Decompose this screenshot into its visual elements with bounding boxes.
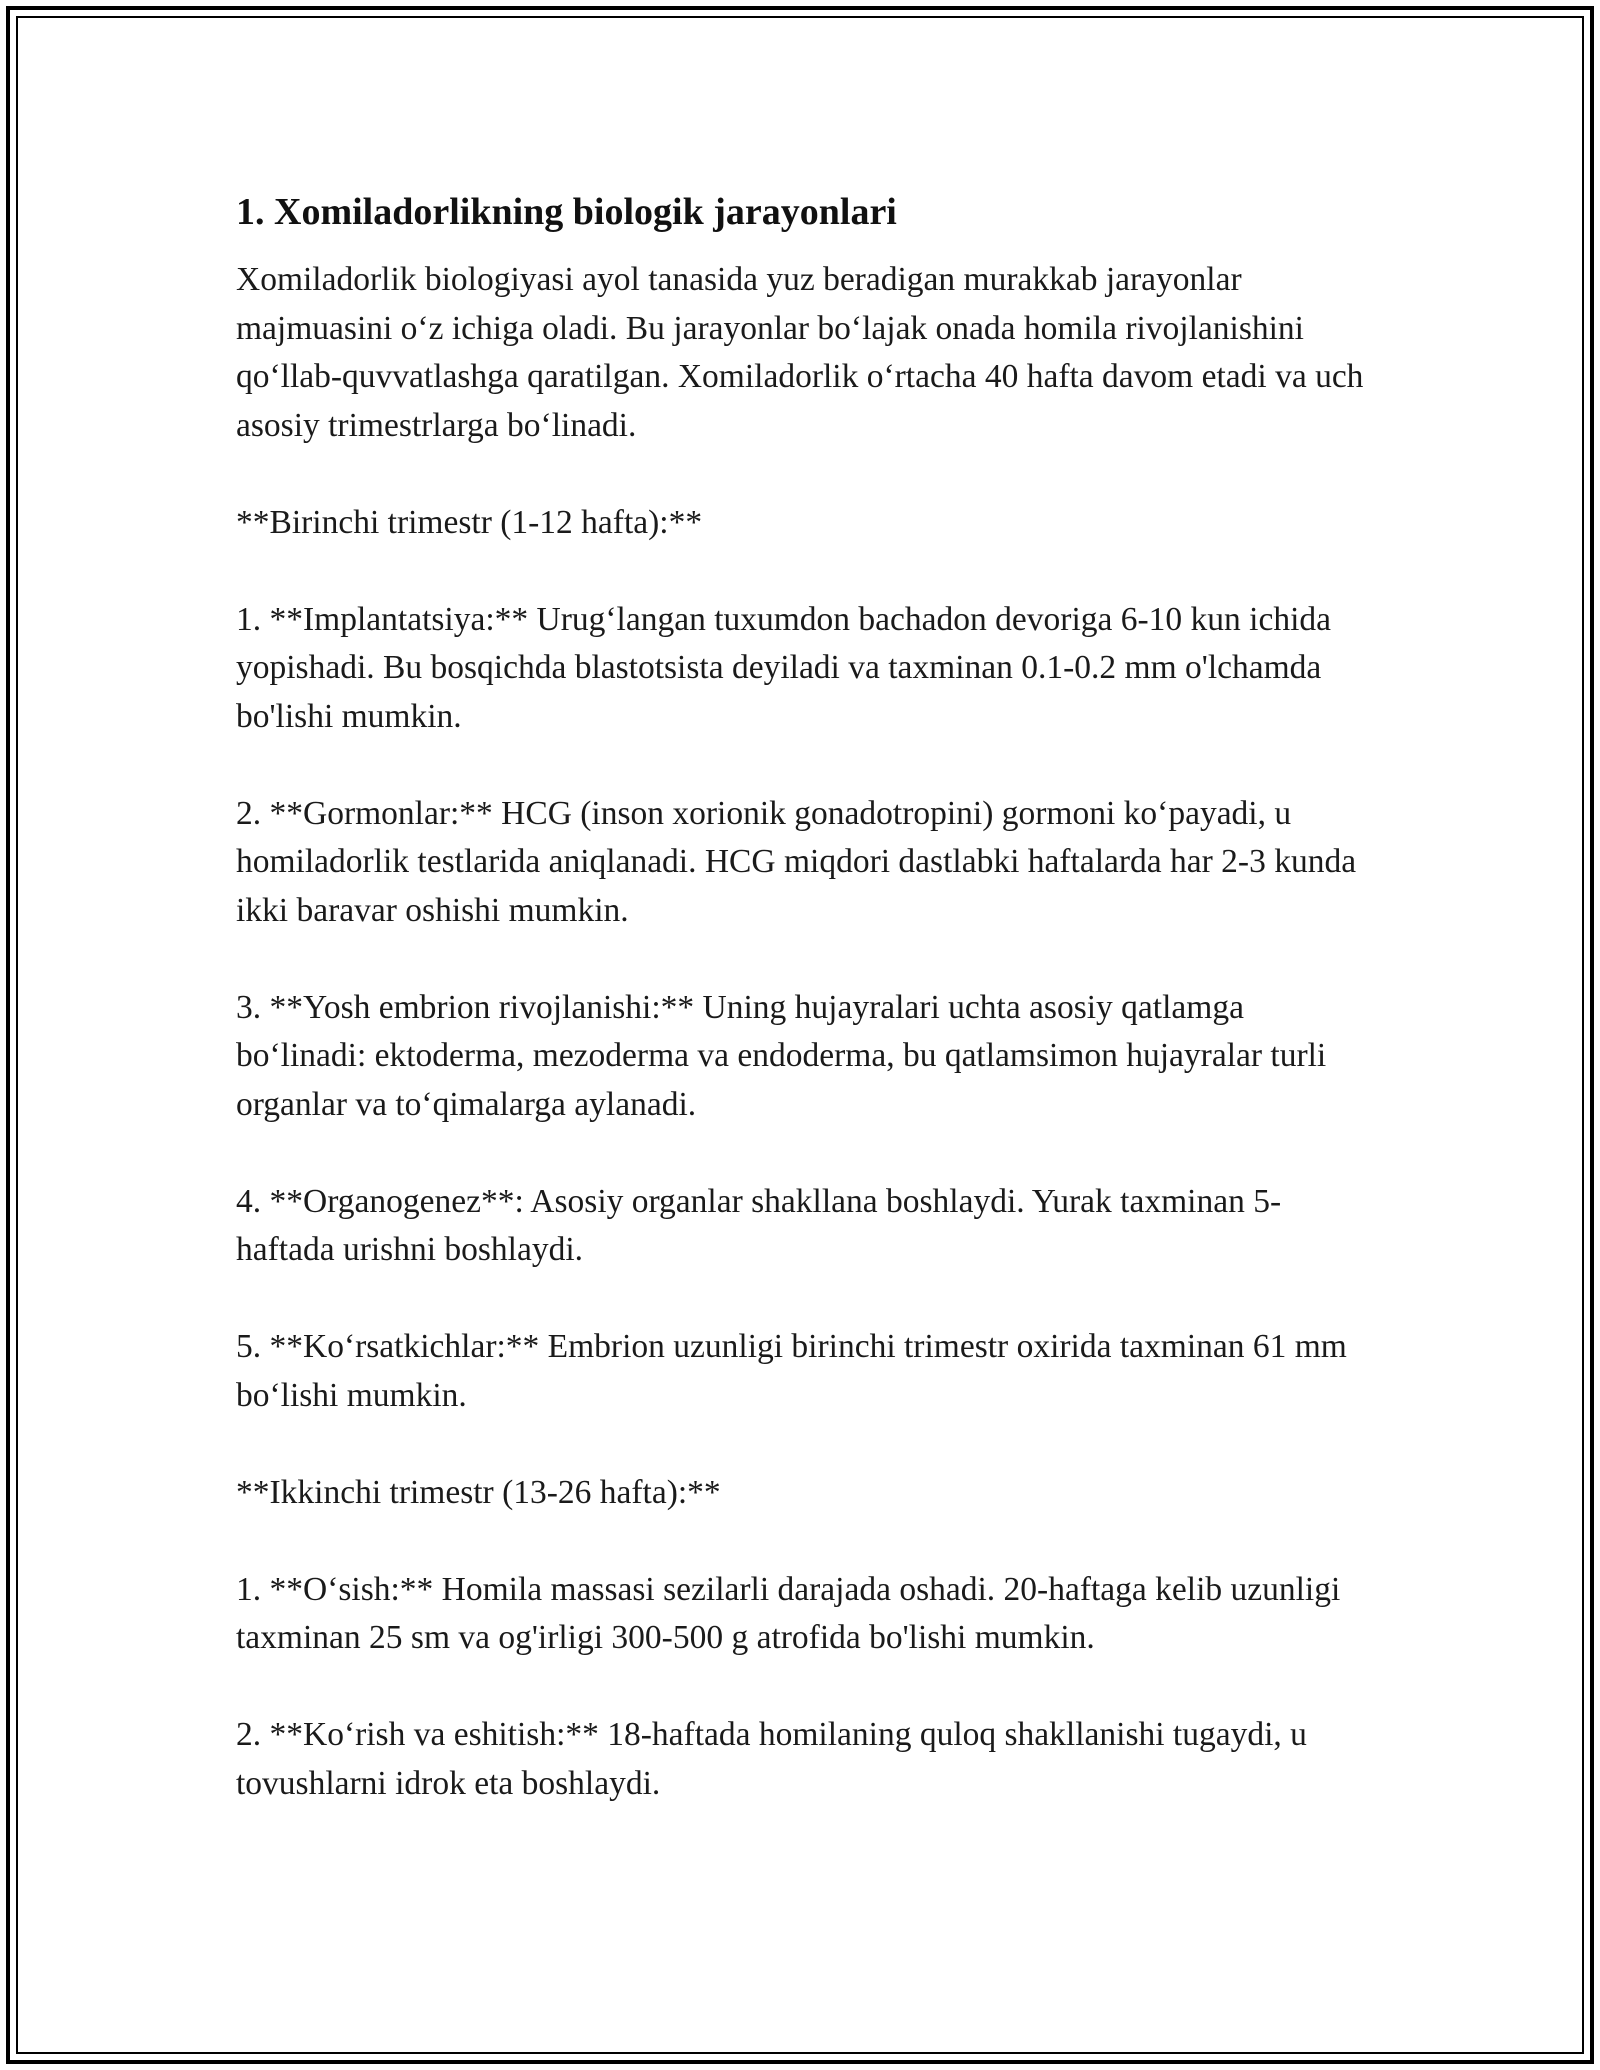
list-item-growth: 1. **O‘sish:** Homila massasi sezilarli darajada oshadi. 20-haftaga kelib uzunligi taxminan 25 sm va og'irligi 300-500 g atrofida bo'lishi mumkin.	[236, 1570, 1341, 1656]
document-title: 1. Xomiladorlikning biologik jarayonlari	[236, 191, 897, 233]
list-item-embryo-development: 3. **Yosh embrion rivojlanishi:** Uning hujayralari uchta asosiy qatlamga bo‘linadi: ektoderma, mezoderma va endoderma, bu qatlamsimon hujayralar turli organlar va to‘qimalarga aylanadi.	[236, 988, 1327, 1123]
list-item-organogenesis: 4. **Organogenez**: Asosiy organlar shakllana boshlaydi. Yurak taxminan 5-haftada urishni boshlaydi.	[236, 1182, 1282, 1268]
section-heading-second-trimester: **Ikkinchi trimestr (13-26 hafta):**	[236, 1473, 721, 1511]
list-item-implantation: 1. **Implantatsiya:** Urug‘langan tuxumdon bachadon devoriga 6-10 kun ichida yopishadi. Bu bosqichda blastotsista deyiladi va taxminan 0.1-0.2 mm o'lchamda bo'lishi mumkin.	[236, 600, 1331, 735]
list-item-hormones: 2. **Gormonlar:** HCG (inson xorionik gonadotropini) gormoni ko‘payadi, u homiladorlik testlarida aniqlanadi. HCG miqdori dastlabki haftalarda har 2-3 kunda ikki baravar oshishi mumkin.	[236, 794, 1357, 929]
list-item-vision-hearing: 2. **Ko‘rish va eshitish:** 18-haftada homilaning quloq shakllanishi tugaydi, u tovushlarni idrok eta boshlaydi.	[236, 1716, 1307, 1802]
list-item-indicators: 5. **Ko‘rsatkichlar:** Embrion uzunligi birinchi trimestr oxirida taxminan 61 mm bo‘lishi mumkin.	[236, 1328, 1347, 1414]
document-body	[236, 186, 1376, 1857]
section-heading-first-trimester: **Birinchi trimestr (1-12 hafta):**	[236, 503, 703, 541]
intro-paragraph: Xomiladorlik biologiyasi ayol tanasida yuz beradigan murakkab jarayonlar majmuasini o‘z ichiga oladi. Bu jarayonlar bo‘lajak onada homila rivojlanishini qo‘llab-quvvatlashga qaratilgan. Xomiladorlik o‘rtacha 40 hafta davom etadi va uch asosiy trimestrlarga bo‘linadi.	[236, 261, 1364, 444]
